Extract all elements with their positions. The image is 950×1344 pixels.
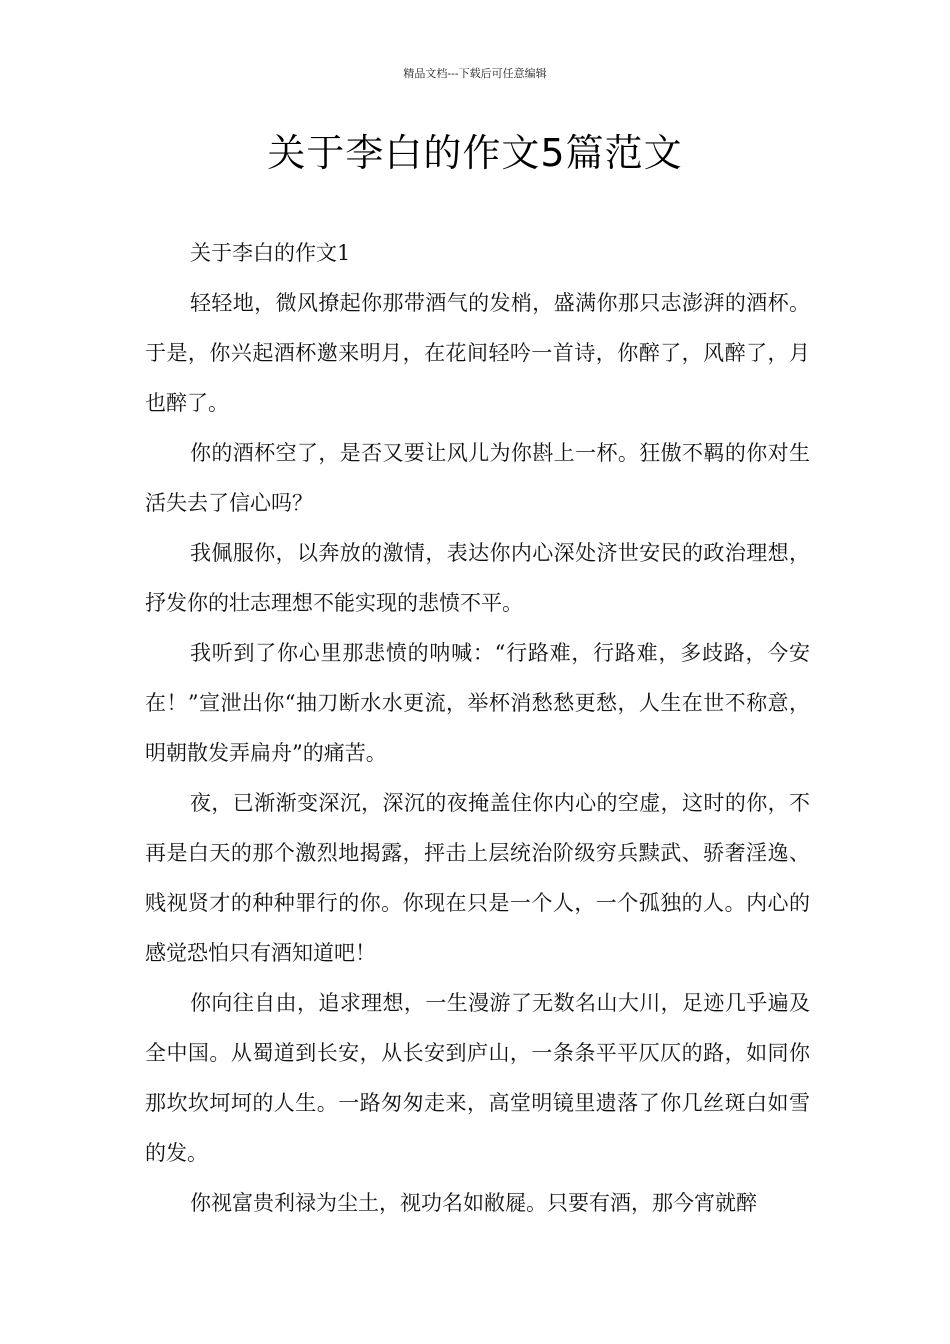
paragraph: 你向往自由，追求理想，一生漫游了无数名山大川，足迹几乎遍及全中国。从蜀道到长安，从长安到庐山，一条条平平仄仄的路，如同你那坎坎坷坷的人生。一路匆匆走来，高堂明镜里遗落了你几丝斑白如雪的发。 [145,991,810,1165]
paragraph: 你的酒杯空了，是否又要让风儿为你斟上一杯。狂傲不羁的你对生活失去了信心吗？ [145,441,810,515]
paragraph: 我佩服你，以奔放的激情，表达你内心深处济世安民的政治理想，抒发你的壮志理想不能实现的悲愤不平。 [145,541,810,615]
document-body [145,228,810,1228]
document-title: 关于李白的作文5篇范文 [267,131,683,175]
paragraph: 我听到了你心里那悲愤的呐喊：“行路难，行路难，多歧路，今安在！”宣泄出你“抽刀断水水更流，举杯消愁愁更愁，人生在世不称意，明朝散发弄扁舟”的痛苦。 [145,641,810,765]
paragraph: 夜，已渐渐变深沉，深沉的夜掩盖住你内心的空虚，这时的你，不再是白天的那个激烈地揭露，抨击上层统治阶级穷兵黩武、骄奢淫逸、贱视贤才的种种罪行的你。你现在只是一个人，一个孤独的人。内心的感觉恐怕只有酒知道吧！ [145,791,810,965]
paragraph: 你视富贵利禄为尘土，视功名如敝屣。只要有酒，那今宵就醉 [190,1191,757,1215]
paragraph: 轻轻地，微风撩起你那带酒气的发梢，盛满你那只志澎湃的酒杯。于是，你兴起酒杯邀来明月，在花间轻吟一首诗，你醉了，风醉了，月也醉了。 [145,291,810,415]
essay-heading: 关于李白的作文1 [190,241,351,265]
header-note: 精品文档---下载后可任意编辑 [403,67,547,80]
